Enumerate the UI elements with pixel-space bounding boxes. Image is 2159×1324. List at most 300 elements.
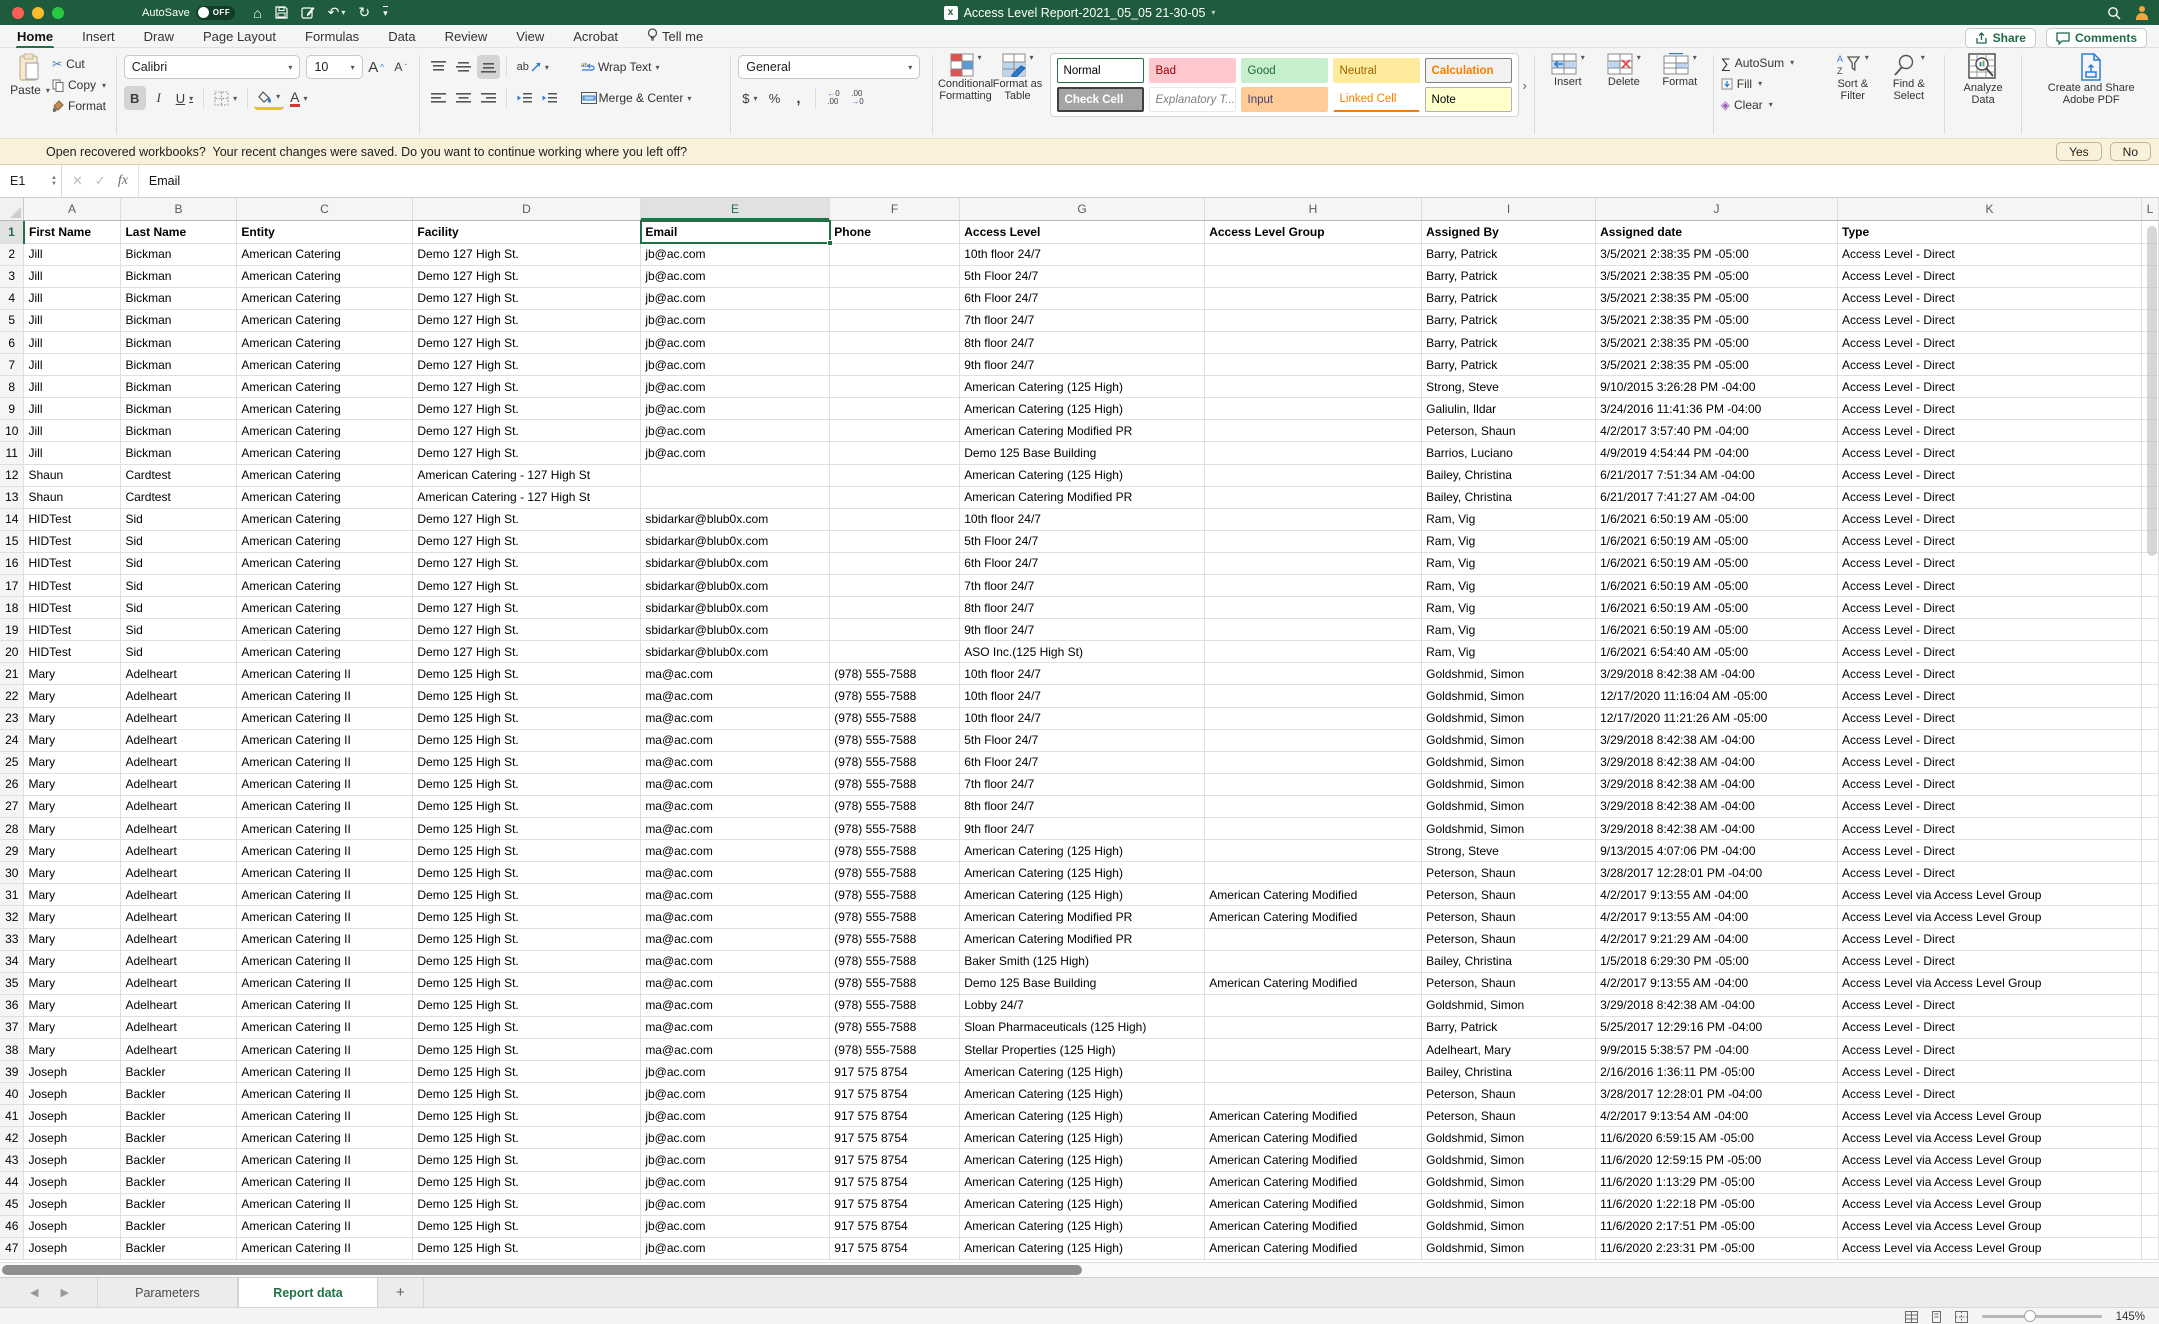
- fill-color-button[interactable]: ▾: [254, 86, 284, 110]
- cell-F32[interactable]: (978) 555-7588: [830, 906, 960, 928]
- cell-D47[interactable]: Demo 125 High St.: [413, 1237, 641, 1259]
- cell-H29[interactable]: [1205, 840, 1422, 862]
- cell-D26[interactable]: Demo 125 High St.: [413, 773, 641, 795]
- cell-A46[interactable]: Joseph: [24, 1215, 121, 1237]
- cell-J9[interactable]: 3/24/2016 11:41:36 PM -04:00: [1596, 398, 1838, 420]
- cell-G39[interactable]: American Catering (125 High): [960, 1061, 1205, 1083]
- cell-G20[interactable]: ASO Inc.(125 High St): [960, 641, 1205, 663]
- font-size-select[interactable]: 10 ▾: [306, 55, 362, 79]
- cell-I36[interactable]: Goldshmid, Simon: [1422, 994, 1596, 1016]
- cell-E21[interactable]: ma@ac.com: [641, 663, 830, 685]
- decrease-indent-button[interactable]: [513, 86, 536, 110]
- cell-B25[interactable]: Adelheart: [121, 751, 237, 773]
- cell-D22[interactable]: Demo 125 High St.: [413, 685, 641, 707]
- cell-E47[interactable]: jb@ac.com: [641, 1237, 830, 1259]
- cell-C31[interactable]: American Catering II: [237, 884, 413, 906]
- cell-F34[interactable]: (978) 555-7588: [830, 950, 960, 972]
- cell-D6[interactable]: Demo 127 High St.: [413, 331, 641, 353]
- cell-H27[interactable]: [1205, 795, 1422, 817]
- cell-C11[interactable]: American Catering: [237, 442, 413, 464]
- cell-F18[interactable]: [830, 597, 960, 619]
- cell-D38[interactable]: Demo 125 High St.: [413, 1038, 641, 1060]
- edit-icon[interactable]: [301, 6, 315, 19]
- cell-D45[interactable]: Demo 125 High St.: [413, 1193, 641, 1215]
- cell-K14[interactable]: Access Level - Direct: [1838, 508, 2142, 530]
- cell-D29[interactable]: Demo 125 High St.: [413, 840, 641, 862]
- cell-C7[interactable]: American Catering: [237, 354, 413, 376]
- cell-E20[interactable]: sbidarkar@blub0x.com: [641, 641, 830, 663]
- cell-J23[interactable]: 12/17/2020 11:21:26 AM -05:00: [1596, 707, 1838, 729]
- copy-button[interactable]: Copy ▾: [52, 76, 106, 94]
- cell-H26[interactable]: [1205, 773, 1422, 795]
- cell-B1[interactable]: Last Name: [121, 221, 237, 243]
- cell-J37[interactable]: 5/25/2017 12:29:16 PM -04:00: [1596, 1016, 1838, 1038]
- cell-J2[interactable]: 3/5/2021 2:38:35 PM -05:00: [1596, 243, 1838, 265]
- cell-A16[interactable]: HIDTest: [24, 552, 121, 574]
- cell-F44[interactable]: 917 575 8754: [830, 1171, 960, 1193]
- cell-G41[interactable]: American Catering (125 High): [960, 1105, 1205, 1127]
- cell-G26[interactable]: 7th floor 24/7: [960, 773, 1205, 795]
- cell-C25[interactable]: American Catering II: [237, 751, 413, 773]
- cell-A40[interactable]: Joseph: [24, 1083, 121, 1105]
- cell-G23[interactable]: 10th floor 24/7: [960, 707, 1205, 729]
- cell-E8[interactable]: jb@ac.com: [641, 376, 830, 398]
- cell-D21[interactable]: Demo 125 High St.: [413, 663, 641, 685]
- italic-button[interactable]: [148, 86, 170, 110]
- cell-A37[interactable]: Mary: [24, 1016, 121, 1038]
- cell-L21[interactable]: [2141, 663, 2158, 685]
- cell-K41[interactable]: Access Level via Access Level Group: [1838, 1105, 2142, 1127]
- cell-I46[interactable]: Goldshmid, Simon: [1422, 1215, 1596, 1237]
- cell-C9[interactable]: American Catering: [237, 398, 413, 420]
- cell-I10[interactable]: Peterson, Shaun: [1422, 420, 1596, 442]
- cell-L45[interactable]: [2141, 1193, 2158, 1215]
- cell-A36[interactable]: Mary: [24, 994, 121, 1016]
- row-header-45[interactable]: 45: [0, 1193, 24, 1215]
- cell-C47[interactable]: American Catering II: [237, 1237, 413, 1259]
- cell-J44[interactable]: 11/6/2020 1:13:29 PM -05:00: [1596, 1171, 1838, 1193]
- row-header-16[interactable]: 16: [0, 552, 24, 574]
- cell-A4[interactable]: Jill: [24, 287, 121, 309]
- cell-E37[interactable]: ma@ac.com: [641, 1016, 830, 1038]
- cell-G34[interactable]: Baker Smith (125 High): [960, 950, 1205, 972]
- cell-H8[interactable]: [1205, 376, 1422, 398]
- cell-C29[interactable]: American Catering II: [237, 840, 413, 862]
- cell-E23[interactable]: ma@ac.com: [641, 707, 830, 729]
- cell-H25[interactable]: [1205, 751, 1422, 773]
- cell-F2[interactable]: [830, 243, 960, 265]
- cell-A19[interactable]: HIDTest: [24, 619, 121, 641]
- cell-K15[interactable]: Access Level - Direct: [1838, 530, 2142, 552]
- cell-H6[interactable]: [1205, 331, 1422, 353]
- cell-G30[interactable]: American Catering (125 High): [960, 862, 1205, 884]
- cell-F39[interactable]: 917 575 8754: [830, 1061, 960, 1083]
- cell-B18[interactable]: Sid: [121, 597, 237, 619]
- cell-C36[interactable]: American Catering II: [237, 994, 413, 1016]
- cell-G43[interactable]: American Catering (125 High): [960, 1149, 1205, 1171]
- insert-function-icon[interactable]: fx: [117, 173, 128, 188]
- cell-H17[interactable]: [1205, 575, 1422, 597]
- cell-D32[interactable]: Demo 125 High St.: [413, 906, 641, 928]
- cell-A41[interactable]: Joseph: [24, 1105, 121, 1127]
- cell-J6[interactable]: 3/5/2021 2:38:35 PM -05:00: [1596, 331, 1838, 353]
- cell-I44[interactable]: Goldshmid, Simon: [1422, 1171, 1596, 1193]
- cell-D35[interactable]: Demo 125 High St.: [413, 972, 641, 994]
- cell-F16[interactable]: [830, 552, 960, 574]
- cell-F27[interactable]: (978) 555-7588: [830, 795, 960, 817]
- cell-C23[interactable]: American Catering II: [237, 707, 413, 729]
- cell-B40[interactable]: Backler: [121, 1083, 237, 1105]
- cell-H2[interactable]: [1205, 243, 1422, 265]
- cell-G32[interactable]: American Catering Modified PR: [960, 906, 1205, 928]
- row-header-6[interactable]: 6: [0, 331, 24, 353]
- cell-L28[interactable]: [2141, 818, 2158, 840]
- cell-D25[interactable]: Demo 125 High St.: [413, 751, 641, 773]
- clear-button[interactable]: ◈ Clear ▾: [1720, 97, 1773, 112]
- align-bottom-button[interactable]: [477, 55, 500, 79]
- cell-K20[interactable]: Access Level - Direct: [1838, 641, 2142, 663]
- align-right-button[interactable]: [477, 86, 500, 110]
- cell-I6[interactable]: Barry, Patrick: [1422, 331, 1596, 353]
- cell-K42[interactable]: Access Level via Access Level Group: [1838, 1127, 2142, 1149]
- cell-J13[interactable]: 6/21/2017 7:41:27 AM -04:00: [1596, 486, 1838, 508]
- cell-K5[interactable]: Access Level - Direct: [1838, 309, 2142, 331]
- cell-E28[interactable]: ma@ac.com: [641, 818, 830, 840]
- cell-J24[interactable]: 3/29/2018 8:42:38 AM -04:00: [1596, 729, 1838, 751]
- cell-K1[interactable]: Type: [1838, 221, 2142, 243]
- cell-K32[interactable]: Access Level via Access Level Group: [1838, 906, 2142, 928]
- cut-button[interactable]: [52, 55, 106, 73]
- cell-H24[interactable]: [1205, 729, 1422, 751]
- cell-J40[interactable]: 3/28/2017 12:28:01 PM -04:00: [1596, 1083, 1838, 1105]
- save-icon[interactable]: [275, 6, 288, 19]
- cell-G28[interactable]: 9th floor 24/7: [960, 818, 1205, 840]
- cell-E35[interactable]: ma@ac.com: [641, 972, 830, 994]
- row-header-33[interactable]: 33: [0, 928, 24, 950]
- cell-C16[interactable]: American Catering: [237, 552, 413, 574]
- number-format-select[interactable]: General ▾: [738, 55, 920, 79]
- row-header-47[interactable]: 47: [0, 1237, 24, 1259]
- row-header-11[interactable]: 11: [0, 442, 24, 464]
- cell-A43[interactable]: Joseph: [24, 1149, 121, 1171]
- cell-C5[interactable]: American Catering: [237, 309, 413, 331]
- cell-D12[interactable]: American Catering - 127 High St: [413, 464, 641, 486]
- borders-button[interactable]: ▾: [210, 86, 241, 110]
- add-sheet-button[interactable]: +: [378, 1278, 424, 1307]
- comma-format-button[interactable]: [787, 86, 809, 110]
- cell-B37[interactable]: Adelheart: [121, 1016, 237, 1038]
- cell-D36[interactable]: Demo 125 High St.: [413, 994, 641, 1016]
- cell-K34[interactable]: Access Level - Direct: [1838, 950, 2142, 972]
- cell-G15[interactable]: 5th Floor 24/7: [960, 530, 1205, 552]
- style-note[interactable]: Note: [1425, 87, 1512, 112]
- cell-F23[interactable]: (978) 555-7588: [830, 707, 960, 729]
- cell-B46[interactable]: Backler: [121, 1215, 237, 1237]
- align-top-button[interactable]: [427, 55, 450, 79]
- cell-K11[interactable]: Access Level - Direct: [1838, 442, 2142, 464]
- cell-L22[interactable]: [2141, 685, 2158, 707]
- align-left-button[interactable]: [427, 86, 450, 110]
- cell-E44[interactable]: jb@ac.com: [641, 1171, 830, 1193]
- cell-K16[interactable]: Access Level - Direct: [1838, 552, 2142, 574]
- cell-B45[interactable]: Backler: [121, 1193, 237, 1215]
- cell-A11[interactable]: Jill: [24, 442, 121, 464]
- cell-G9[interactable]: American Catering (125 High): [960, 398, 1205, 420]
- cell-B22[interactable]: Adelheart: [121, 685, 237, 707]
- col-header-I[interactable]: I: [1422, 198, 1596, 220]
- row-header-22[interactable]: 22: [0, 685, 24, 707]
- style-bad[interactable]: Bad: [1149, 58, 1236, 83]
- cell-D46[interactable]: Demo 125 High St.: [413, 1215, 641, 1237]
- cell-C15[interactable]: American Catering: [237, 530, 413, 552]
- cell-K3[interactable]: Access Level - Direct: [1838, 265, 2142, 287]
- increase-font-button[interactable]: A ^: [368, 58, 385, 76]
- cell-J1[interactable]: Assigned date: [1596, 221, 1838, 243]
- cell-B27[interactable]: Adelheart: [121, 795, 237, 817]
- cell-E27[interactable]: ma@ac.com: [641, 795, 830, 817]
- no-button[interactable]: No: [2110, 142, 2151, 161]
- cell-B23[interactable]: Adelheart: [121, 707, 237, 729]
- cell-G46[interactable]: American Catering (125 High): [960, 1215, 1205, 1237]
- cell-F4[interactable]: [830, 287, 960, 309]
- cell-I16[interactable]: Ram, Vig: [1422, 552, 1596, 574]
- cell-F25[interactable]: (978) 555-7588: [830, 751, 960, 773]
- home-icon[interactable]: ⌂: [253, 4, 262, 21]
- tab-home[interactable]: [16, 27, 54, 46]
- cell-D1[interactable]: Facility: [413, 221, 641, 243]
- cell-B5[interactable]: Bickman: [121, 309, 237, 331]
- cell-D34[interactable]: Demo 125 High St.: [413, 950, 641, 972]
- cell-J26[interactable]: 3/29/2018 8:42:38 AM -04:00: [1596, 773, 1838, 795]
- row-header-12[interactable]: 12: [0, 464, 24, 486]
- cell-G4[interactable]: 6th Floor 24/7: [960, 287, 1205, 309]
- cell-I34[interactable]: Bailey, Christina: [1422, 950, 1596, 972]
- cell-J10[interactable]: 4/2/2017 3:57:40 PM -04:00: [1596, 420, 1838, 442]
- row-header-19[interactable]: 19: [0, 619, 24, 641]
- cell-J17[interactable]: 1/6/2021 6:50:19 AM -05:00: [1596, 575, 1838, 597]
- cell-E46[interactable]: jb@ac.com: [641, 1215, 830, 1237]
- analyze-data-button[interactable]: [1952, 53, 2015, 106]
- cell-H10[interactable]: [1205, 420, 1422, 442]
- cell-C20[interactable]: American Catering: [237, 641, 413, 663]
- cell-A44[interactable]: Joseph: [24, 1171, 121, 1193]
- page-layout-view-icon[interactable]: [1930, 1311, 1943, 1323]
- row-header-15[interactable]: 15: [0, 530, 24, 552]
- cell-H39[interactable]: [1205, 1061, 1422, 1083]
- cell-F3[interactable]: [830, 265, 960, 287]
- cell-J4[interactable]: 3/5/2021 2:38:35 PM -05:00: [1596, 287, 1838, 309]
- row-header-4[interactable]: 4: [0, 287, 24, 309]
- cell-I37[interactable]: Barry, Patrick: [1422, 1016, 1596, 1038]
- cell-I5[interactable]: Barry, Patrick: [1422, 309, 1596, 331]
- cell-H19[interactable]: [1205, 619, 1422, 641]
- cell-E19[interactable]: sbidarkar@blub0x.com: [641, 619, 830, 641]
- cell-E5[interactable]: jb@ac.com: [641, 309, 830, 331]
- cell-E30[interactable]: ma@ac.com: [641, 862, 830, 884]
- cell-C28[interactable]: American Catering II: [237, 818, 413, 840]
- cell-H41[interactable]: American Catering Modified: [1205, 1105, 1422, 1127]
- cell-B2[interactable]: Bickman: [121, 243, 237, 265]
- cell-K43[interactable]: Access Level via Access Level Group: [1838, 1149, 2142, 1171]
- cell-B33[interactable]: Adelheart: [121, 928, 237, 950]
- comments-button[interactable]: [2046, 28, 2147, 48]
- formula-input[interactable]: Email: [148, 174, 181, 188]
- cell-K4[interactable]: Access Level - Direct: [1838, 287, 2142, 309]
- cell-A28[interactable]: Mary: [24, 818, 121, 840]
- confirm-entry-icon[interactable]: ✓: [94, 173, 106, 188]
- cell-F31[interactable]: (978) 555-7588: [830, 884, 960, 906]
- cell-K10[interactable]: Access Level - Direct: [1838, 420, 2142, 442]
- cell-F35[interactable]: (978) 555-7588: [830, 972, 960, 994]
- row-header-8[interactable]: 8: [0, 376, 24, 398]
- cell-H34[interactable]: [1205, 950, 1422, 972]
- increase-indent-button[interactable]: [538, 86, 561, 110]
- cell-J30[interactable]: 3/28/2017 12:28:01 PM -04:00: [1596, 862, 1838, 884]
- cell-G16[interactable]: 6th Floor 24/7: [960, 552, 1205, 574]
- cell-F21[interactable]: (978) 555-7588: [830, 663, 960, 685]
- cell-I11[interactable]: Barrios, Luciano: [1422, 442, 1596, 464]
- cell-C22[interactable]: American Catering II: [237, 685, 413, 707]
- cell-D16[interactable]: Demo 127 High St.: [413, 552, 641, 574]
- cell-C24[interactable]: American Catering II: [237, 729, 413, 751]
- cell-J25[interactable]: 3/29/2018 8:42:38 AM -04:00: [1596, 751, 1838, 773]
- conditional-formatting-button[interactable]: ▾ Conditional Formatting: [940, 53, 992, 117]
- cell-C32[interactable]: American Catering II: [237, 906, 413, 928]
- font-color-button[interactable]: A ▾: [290, 88, 308, 105]
- cell-E10[interactable]: jb@ac.com: [641, 420, 830, 442]
- cell-B39[interactable]: Backler: [121, 1061, 237, 1083]
- cell-K27[interactable]: Access Level - Direct: [1838, 795, 2142, 817]
- cell-G13[interactable]: American Catering Modified PR: [960, 486, 1205, 508]
- cell-K38[interactable]: Access Level - Direct: [1838, 1038, 2142, 1060]
- cell-E7[interactable]: jb@ac.com: [641, 354, 830, 376]
- row-header-13[interactable]: 13: [0, 486, 24, 508]
- cell-K33[interactable]: Access Level - Direct: [1838, 928, 2142, 950]
- name-box[interactable]: [0, 165, 62, 197]
- cell-B47[interactable]: Backler: [121, 1237, 237, 1259]
- cell-E29[interactable]: ma@ac.com: [641, 840, 830, 862]
- cell-J46[interactable]: 11/6/2020 2:17:51 PM -05:00: [1596, 1215, 1838, 1237]
- cell-L43[interactable]: [2141, 1149, 2158, 1171]
- cell-I26[interactable]: Goldshmid, Simon: [1422, 773, 1596, 795]
- cell-C14[interactable]: American Catering: [237, 508, 413, 530]
- style-neutral[interactable]: Neutral: [1333, 58, 1420, 83]
- cell-C19[interactable]: American Catering: [237, 619, 413, 641]
- cell-C37[interactable]: American Catering II: [237, 1016, 413, 1038]
- prev-sheet-icon[interactable]: ◀: [30, 1287, 39, 1299]
- cell-I39[interactable]: Bailey, Christina: [1422, 1061, 1596, 1083]
- cell-K21[interactable]: Access Level - Direct: [1838, 663, 2142, 685]
- cell-K44[interactable]: Access Level via Access Level Group: [1838, 1171, 2142, 1193]
- cell-G3[interactable]: 5th Floor 24/7: [960, 265, 1205, 287]
- cell-F42[interactable]: 917 575 8754: [830, 1127, 960, 1149]
- cell-J47[interactable]: 11/6/2020 2:23:31 PM -05:00: [1596, 1237, 1838, 1259]
- style-explanatory-t[interactable]: Explanatory T...: [1149, 87, 1236, 112]
- cell-E43[interactable]: jb@ac.com: [641, 1149, 830, 1171]
- cell-D40[interactable]: Demo 125 High St.: [413, 1083, 641, 1105]
- customize-toolbar-icon[interactable]: ▾: [383, 8, 388, 18]
- autosave-toggle[interactable]: [142, 6, 235, 20]
- cell-D3[interactable]: Demo 127 High St.: [413, 265, 641, 287]
- cell-F26[interactable]: (978) 555-7588: [830, 773, 960, 795]
- cell-G10[interactable]: American Catering Modified PR: [960, 420, 1205, 442]
- cell-I12[interactable]: Bailey, Christina: [1422, 464, 1596, 486]
- cell-D17[interactable]: Demo 127 High St.: [413, 575, 641, 597]
- cell-K29[interactable]: Access Level - Direct: [1838, 840, 2142, 862]
- cell-C10[interactable]: American Catering: [237, 420, 413, 442]
- cell-I1[interactable]: Assigned By: [1422, 221, 1596, 243]
- redo-icon[interactable]: ↻: [358, 4, 371, 20]
- style-calculation[interactable]: Calculation: [1425, 58, 1512, 83]
- cell-H28[interactable]: [1205, 818, 1422, 840]
- cell-G47[interactable]: American Catering (125 High): [960, 1237, 1205, 1259]
- cell-I4[interactable]: Barry, Patrick: [1422, 287, 1596, 309]
- decrease-font-button[interactable]: A ˇ: [394, 60, 408, 74]
- style-good[interactable]: Good: [1241, 58, 1328, 83]
- cell-E15[interactable]: sbidarkar@blub0x.com: [641, 530, 830, 552]
- cell-D19[interactable]: Demo 127 High St.: [413, 619, 641, 641]
- cell-L47[interactable]: [2141, 1237, 2158, 1259]
- cell-F5[interactable]: [830, 309, 960, 331]
- cell-H12[interactable]: [1205, 464, 1422, 486]
- cell-G35[interactable]: Demo 125 Base Building: [960, 972, 1205, 994]
- cell-A34[interactable]: Mary: [24, 950, 121, 972]
- col-header-C[interactable]: C: [237, 198, 413, 220]
- increase-decimal-button[interactable]: ←0 .00: [827, 89, 840, 106]
- cell-A31[interactable]: Mary: [24, 884, 121, 906]
- cell-E17[interactable]: sbidarkar@blub0x.com: [641, 575, 830, 597]
- cell-E12[interactable]: [641, 464, 830, 486]
- cell-E42[interactable]: jb@ac.com: [641, 1127, 830, 1149]
- cell-C13[interactable]: American Catering: [237, 486, 413, 508]
- cell-I19[interactable]: Ram, Vig: [1422, 619, 1596, 641]
- cell-D9[interactable]: Demo 127 High St.: [413, 398, 641, 420]
- row-header-34[interactable]: 34: [0, 950, 24, 972]
- row-header-20[interactable]: 20: [0, 641, 24, 663]
- cell-D42[interactable]: Demo 125 High St.: [413, 1127, 641, 1149]
- cell-J3[interactable]: 3/5/2021 2:38:35 PM -05:00: [1596, 265, 1838, 287]
- cell-F47[interactable]: 917 575 8754: [830, 1237, 960, 1259]
- cell-D4[interactable]: Demo 127 High St.: [413, 287, 641, 309]
- cell-K35[interactable]: Access Level via Access Level Group: [1838, 972, 2142, 994]
- cell-F22[interactable]: (978) 555-7588: [830, 685, 960, 707]
- row-header-29[interactable]: 29: [0, 840, 24, 862]
- cell-A21[interactable]: Mary: [24, 663, 121, 685]
- cell-B35[interactable]: Adelheart: [121, 972, 237, 994]
- cell-H1[interactable]: Access Level Group: [1205, 221, 1422, 243]
- col-header-H[interactable]: H: [1205, 198, 1422, 220]
- cell-I24[interactable]: Goldshmid, Simon: [1422, 729, 1596, 751]
- cell-A26[interactable]: Mary: [24, 773, 121, 795]
- cell-H33[interactable]: [1205, 928, 1422, 950]
- cell-G2[interactable]: 10th floor 24/7: [960, 243, 1205, 265]
- row-header-41[interactable]: 41: [0, 1105, 24, 1127]
- cell-J43[interactable]: 11/6/2020 12:59:15 PM -05:00: [1596, 1149, 1838, 1171]
- cell-J22[interactable]: 12/17/2020 11:16:04 AM -05:00: [1596, 685, 1838, 707]
- cell-J16[interactable]: 1/6/2021 6:50:19 AM -05:00: [1596, 552, 1838, 574]
- cell-A6[interactable]: Jill: [24, 331, 121, 353]
- cell-A3[interactable]: Jill: [24, 265, 121, 287]
- cell-I3[interactable]: Barry, Patrick: [1422, 265, 1596, 287]
- cell-E32[interactable]: ma@ac.com: [641, 906, 830, 928]
- percent-format-button[interactable]: [763, 86, 785, 110]
- cell-K8[interactable]: Access Level - Direct: [1838, 376, 2142, 398]
- font-family-select[interactable]: Calibri ▾: [124, 55, 301, 79]
- cell-C1[interactable]: Entity: [237, 221, 413, 243]
- cell-K24[interactable]: Access Level - Direct: [1838, 729, 2142, 751]
- row-header-44[interactable]: 44: [0, 1171, 24, 1193]
- merge-center-button[interactable]: Merge & Center ▾: [577, 86, 696, 110]
